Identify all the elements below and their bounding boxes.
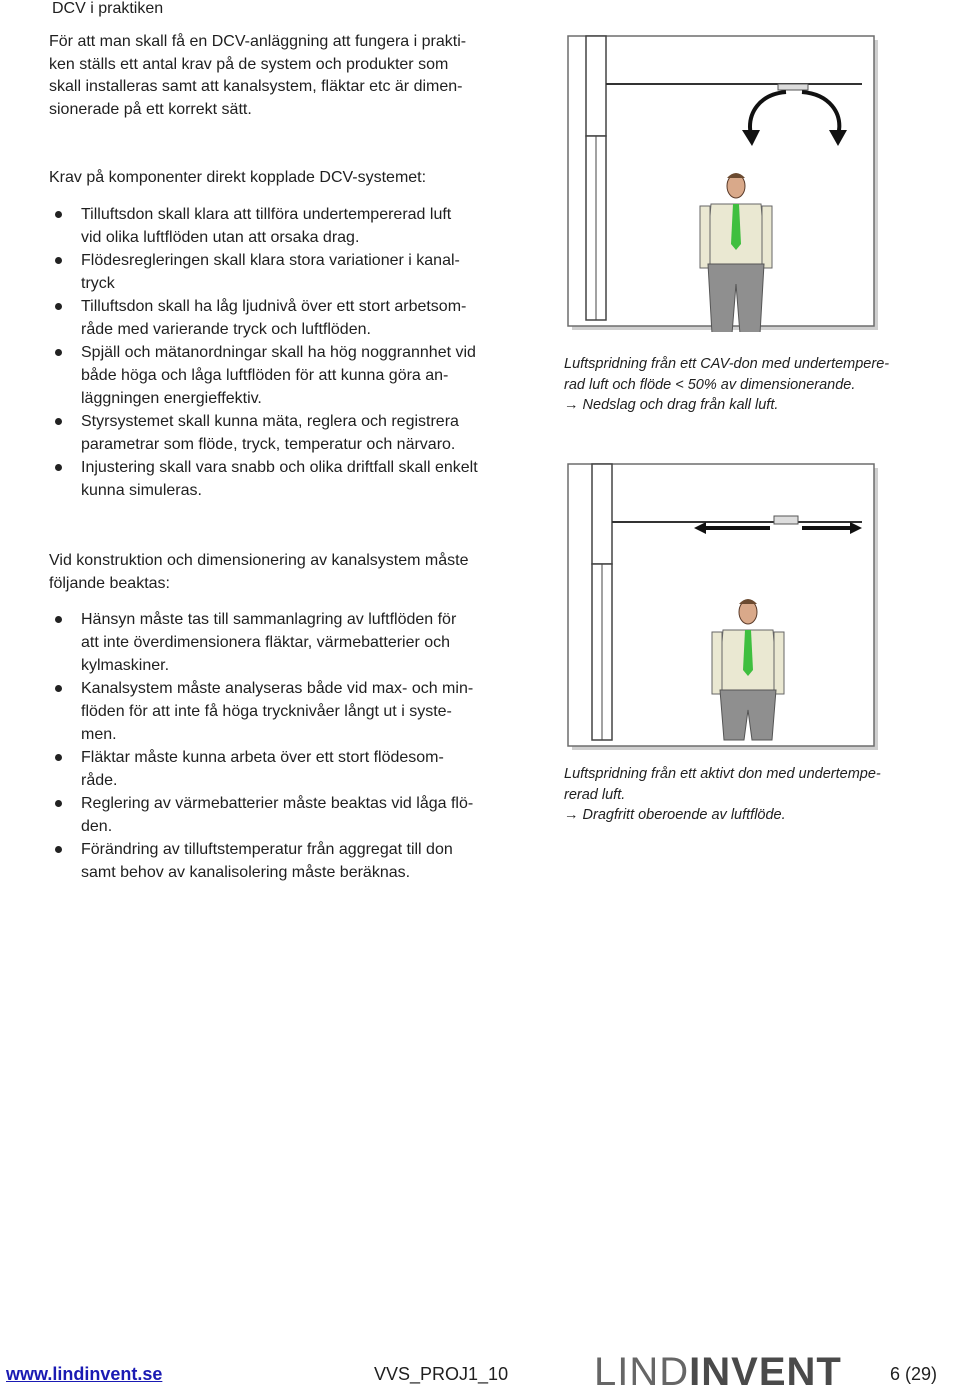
list-item-line: råde med varierande tryck och luftflöden. (81, 321, 371, 338)
section2-heading-line: följande beaktas: (49, 574, 170, 592)
list-item (49, 677, 529, 746)
list-item-line: Styrsystemet skall kunna mäta, reglera och registrera (81, 413, 459, 430)
list-item (49, 249, 529, 295)
list-item-line: parametrar som flöde, tryck, temperatur och närvaro. (81, 436, 456, 453)
intro-line: ken ställs ett antal krav på de system och produkter som (49, 55, 449, 73)
diffuser-icon (774, 516, 798, 524)
list-item (49, 746, 529, 792)
list-item-line: Hänsyn måste tas till sammanlagring av luftflöden för (81, 611, 457, 628)
intro-line: För att man skall få en DCV-anläggning att fungera i prakti- (49, 33, 467, 50)
list-item-line: Reglering av värmebatterier måste beaktas vid låga flö- (81, 795, 474, 812)
caption-line: rerad luft. (564, 786, 626, 803)
footer-website-link[interactable]: www.lindinvent.se (6, 1364, 163, 1384)
intro-line: sionerade på ett korrekt sätt. (49, 100, 252, 118)
list-item-line: Flödesregleringen skall klara stora variationer i kanal- (81, 252, 460, 269)
page-header-title: DCV i praktiken (52, 0, 164, 17)
wall-column (586, 36, 606, 136)
list-item (49, 456, 529, 502)
section2-heading-line: Vid konstruktion och dimensionering av kanalsystem måste (49, 552, 469, 569)
caption-line: Luftspridning från ett CAV-don med undertempere- (564, 356, 890, 372)
list-item-line: både höga och låga luftflöden för att kunna göra an- (81, 367, 449, 384)
list-item-line: Fläktar måste kunna arbeta över ett stort flödesom- (81, 749, 444, 766)
footer-document-id: VVS_PROJ1_10 (374, 1364, 509, 1384)
list-item-line: Injustering skall vara snabb och olika driftfall skall enkelt (81, 459, 478, 476)
intro-line: skall installeras samt att kanalsystem, fläktar etc är dimen- (49, 78, 463, 95)
section1-list (49, 203, 529, 502)
footer-page-number: 6 (29) (890, 1364, 938, 1384)
list-item-line: Spjäll och mätanordningar skall ha hög noggrannhet vid (81, 344, 476, 361)
list-item (49, 341, 529, 410)
list-item-line: kunna simuleras. (81, 482, 202, 499)
list-item-line: Tilluftsdon skall ha låg ljudnivå över ett stort arbetsom- (81, 298, 467, 315)
list-item (49, 410, 529, 456)
diffuser-icon (778, 84, 808, 90)
section1-heading: Krav på komponenter direkt kopplade DCV-systemet: (49, 169, 427, 186)
list-item-line: Kanalsystem måste analyseras både vid max- och min- (81, 680, 474, 697)
list-item-line: läggningen energieffektiv. (81, 390, 262, 407)
list-item (49, 838, 529, 884)
list-item-line: kylmaskiner. (81, 657, 170, 674)
list-item-line: flöden för att inte få höga trycknivåer långt ut i syste- (81, 703, 452, 720)
caption-line: → Dragfritt oberoende av luftflöde. (564, 807, 786, 823)
section2-list (49, 608, 529, 884)
figure2-caption (564, 764, 954, 826)
list-item-line: vid olika luftflöden utan att orsaka drag. (81, 229, 360, 246)
logo-part1: LIND (594, 1350, 690, 1394)
caption-line: rad luft och flöde < 50% av dimensionerande. (564, 376, 856, 393)
wall-column (592, 464, 612, 564)
list-item-line: råde. (81, 772, 118, 789)
list-item (49, 295, 529, 341)
logo-part2: INVENT (689, 1350, 842, 1394)
list-item-line: den. (81, 818, 113, 835)
list-item-line: Tilluftsdon skall klara att tillföra undertempererad luft (81, 206, 452, 223)
list-item-line: Förändring av tilluftstemperatur från aggregat till don (81, 841, 453, 858)
list-item-line: tryck (81, 275, 115, 292)
intro-paragraph (49, 31, 529, 121)
figure-active-diffuser (566, 462, 880, 752)
caption-line: Luftspridning från ett aktivt don med undertempe- (564, 766, 881, 782)
list-item-line: att inte överdimensionera fläktar, värmebatterier och (81, 634, 451, 651)
section2-heading (49, 550, 529, 595)
lindinvent-logo (594, 1350, 842, 1394)
list-item-line: samt behov av kanalisolering måste beräknas. (81, 864, 411, 881)
list-item-line: men. (81, 726, 117, 743)
caption-line: → Nedslag och drag från kall luft. (564, 397, 779, 413)
list-item (49, 608, 529, 677)
figure-cav-diffuser (566, 34, 880, 332)
figure1-caption (564, 354, 954, 416)
list-item (49, 203, 529, 249)
list-item (49, 792, 529, 838)
